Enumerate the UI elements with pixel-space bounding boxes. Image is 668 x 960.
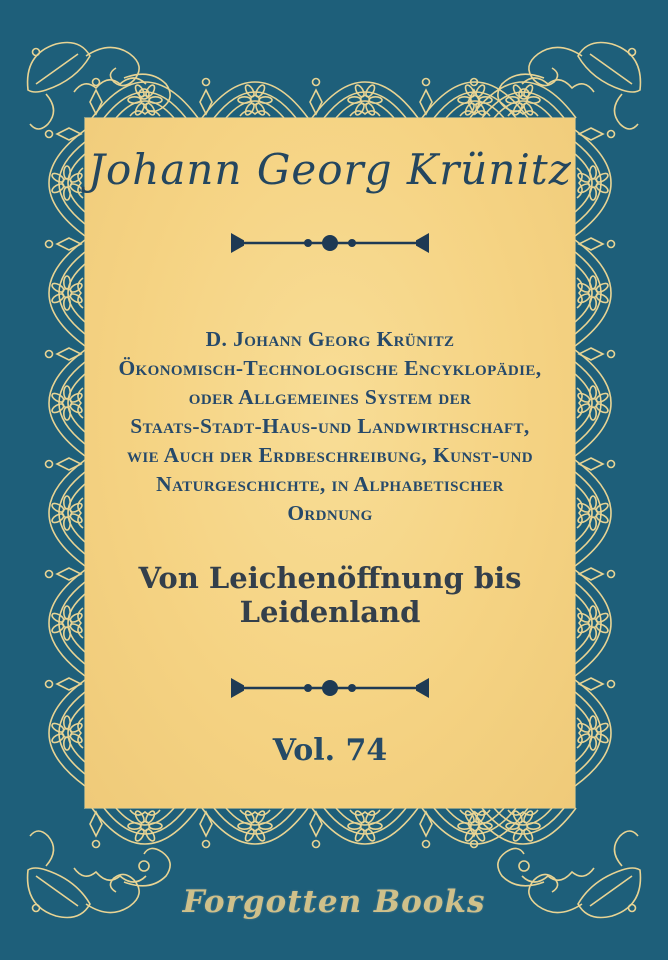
title-line: Naturgeschichte, in Alphabetischer [156, 472, 504, 496]
forgotten-books-logo: Forgotten Books [182, 884, 486, 920]
book-subtitle: Von Leichenöffnung bis Leidenland [138, 561, 522, 629]
volume-number: Vol. 74 [272, 733, 388, 768]
title-line: Ökonomisch-Technologische Encyklopädie, [118, 356, 542, 380]
book-title [95, 325, 565, 528]
title-line: D. Johann Georg Krünitz [205, 327, 455, 351]
divider-ornament-icon [228, 230, 432, 260]
title-line: Ordnung [287, 501, 373, 525]
author-name: Johann Georg Krünitz [88, 145, 572, 194]
title-line: Staats-Stadt-Haus-und Landwirthschaft, [130, 414, 530, 438]
title-panel [85, 118, 575, 808]
title-line: oder Allgemeines System der [188, 385, 472, 409]
title-line: wie Auch der Erdbeschreibung, Kunst-und [127, 443, 533, 467]
divider-ornament-icon [228, 675, 432, 705]
